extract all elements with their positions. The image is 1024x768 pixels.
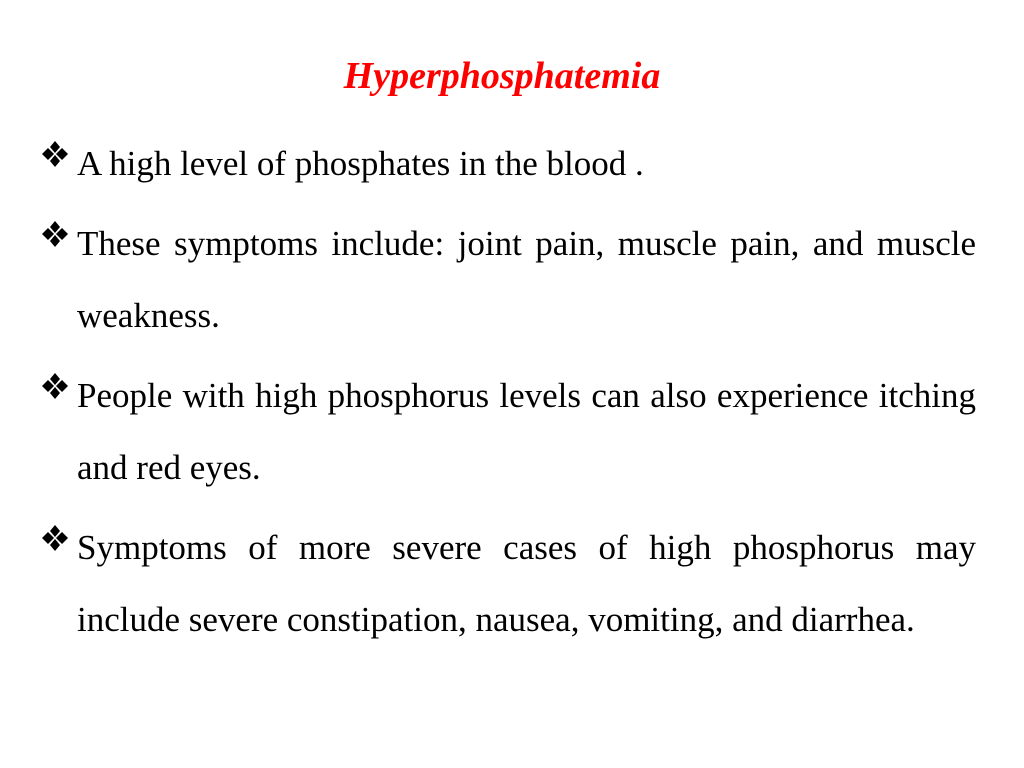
bullet-list: [40, 128, 976, 664]
four-diamond-bullet-icon: [40, 140, 70, 170]
bullet-text: A high level of phosphates in the blood .: [77, 144, 644, 183]
slide-title: Hyperphosphatemia: [343, 55, 661, 97]
bullet-item: [40, 512, 976, 656]
bullet-item: [40, 360, 976, 504]
bullet-item: [40, 128, 976, 200]
bullet-text: Symptoms of more severe cases of high phosphorus may include severe constipation, nausea, vomiting, and diarrhea.: [77, 528, 976, 639]
four-diamond-bullet-icon: [40, 220, 70, 250]
four-diamond-bullet-icon: [40, 524, 70, 554]
four-diamond-bullet-icon: [40, 372, 70, 402]
bullet-text: These symptoms include: joint pain, muscle pain, and muscle weakness.: [77, 224, 976, 335]
bullet-item: [40, 208, 976, 352]
bullet-text: People with high phosphorus levels can also experience itching and red eyes.: [77, 376, 976, 487]
